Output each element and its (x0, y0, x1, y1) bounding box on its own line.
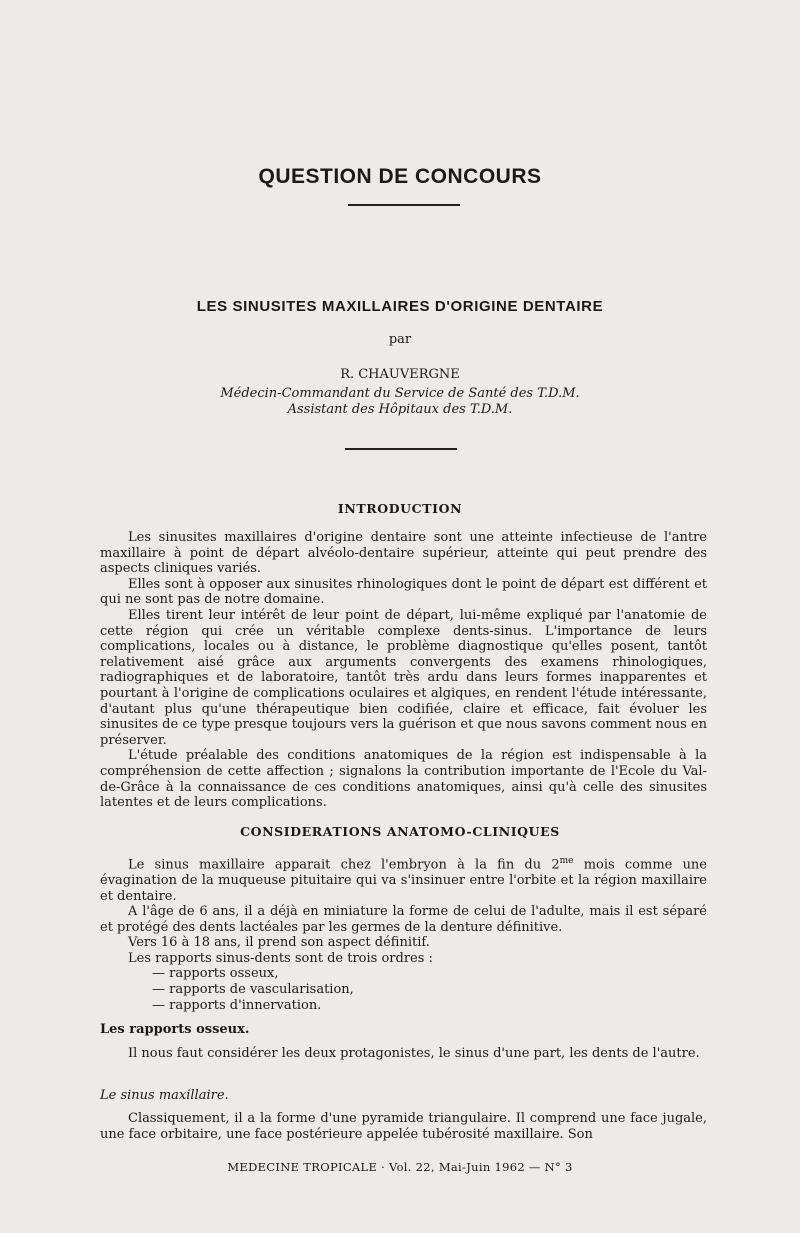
paragraph: Les rapports sinus-dents sont de trois ordres : (128, 950, 433, 966)
text-run: Le sinus maxillaire apparait chez l'embryon à la fin du 2 (128, 857, 560, 873)
rapports-osseux-body (100, 1046, 707, 1062)
paragraph: Il nous faut considérer les deux protagonistes, le sinus d'une part, les dents de l'autre. (128, 1046, 700, 1061)
paragraph: L'étude préalable des conditions anatomiques de la région est indispensable à la compréhension de cette affection ; signalons la contribution importante de l'Ecole du Val-de-Grâce à la connaissance de ces conditions anatomiques, ainsi qu'à celle des sinusites latentes et de leurs complications. (100, 748, 707, 811)
paragraph: A l'âge de 6 ans, il a déjà en miniature la forme de celui de l'adulte, mais il est séparé et protégé des dents lactéales par les germes de la denture définitive. (100, 904, 707, 935)
list-item: — rapports d'innervation. (152, 997, 322, 1013)
author-affiliation: Médecin-Commandant du Service de Santé des T.D.M. (220, 386, 580, 401)
sinus-maxillaire-body (100, 1111, 707, 1142)
paragraph (100, 854, 707, 904)
text-run: mois comme une évagination de la muqueuse pituitaire qui va s'insinuer entre l'orbite et la région maxillaire et dentaire. (100, 857, 708, 904)
introduction-heading: INTRODUCTION (337, 501, 463, 516)
subsection-heading: Le sinus maxillaire. (100, 1088, 229, 1103)
divider-rule (345, 448, 457, 450)
paragraph: Classiquement, il a la forme d'une pyramide triangulaire. Il comprend une face jugale, une face orbitaire, une face postérieure appelée tubérosité maxillaire. Son (100, 1111, 707, 1142)
author-affiliation: Assistant des Hôpitaux des T.D.M. (287, 402, 513, 417)
list-item: — rapports de vascularisation, (152, 982, 354, 998)
paragraph: Elles tirent leur intérêt de leur point de départ, lui-même expliqué par l'anatomie de cette région qui crée un véritable complexe dents-sinus. L'importance de leurs complications, locales ou à distance, le problème diagnostique qu'elles posent, tantôt relativement aisé grâce aux arguments convergents des examens rhinologiques, radiographiques et de laboratoire, tantôt très ardu dans leurs formes inapparentes et pourtant à l'origine de complications oculaires et algiques, en rendent l'étude intéressante, d'autant plus qu'une thérapeutique bien codifiée, claire et efficace, fait évoluer les sinusites de ce type presque toujours vers la guérison et que nous savons comment nous en préserver. (100, 607, 707, 748)
section-title: QUESTION DE CONCOURS (258, 165, 542, 188)
subsection-heading: Les rapports osseux. (100, 1022, 250, 1037)
paragraph: Elles sont à opposer aux sinusites rhinologiques dont le point de départ est différent et qui ne sont pas de notre domaine. (100, 576, 707, 608)
paragraph: Les sinusites maxillaires d'origine dentaire sont une atteinte infectieuse de l'antre maxillaire à point de départ alvéolo-dentaire supérieur, atteinte qui peut prendre des aspects cliniques variés. (100, 530, 707, 577)
divider-rule (348, 204, 460, 206)
considerations-heading: CONSIDERATIONS ANATOMO-CLINIQUES (240, 824, 560, 839)
by-line: par (388, 332, 412, 347)
article-title: LES SINUSITES MAXILLAIRES D'ORIGINE DENTAIRE (196, 298, 604, 315)
paragraph: Vers 16 à 18 ans, il prend son aspect définitif. (128, 935, 430, 951)
journal-footer: MEDECINE TROPICALE · Vol. 22, Mai-Juin 1962 — N° 3 (227, 1160, 573, 1174)
introduction-body (100, 530, 707, 811)
superscript: me (559, 856, 574, 866)
considerations-body (100, 854, 707, 1013)
list-item: — rapports osseux, (152, 966, 279, 982)
author-name: R. CHAUVERGNE (340, 367, 460, 382)
